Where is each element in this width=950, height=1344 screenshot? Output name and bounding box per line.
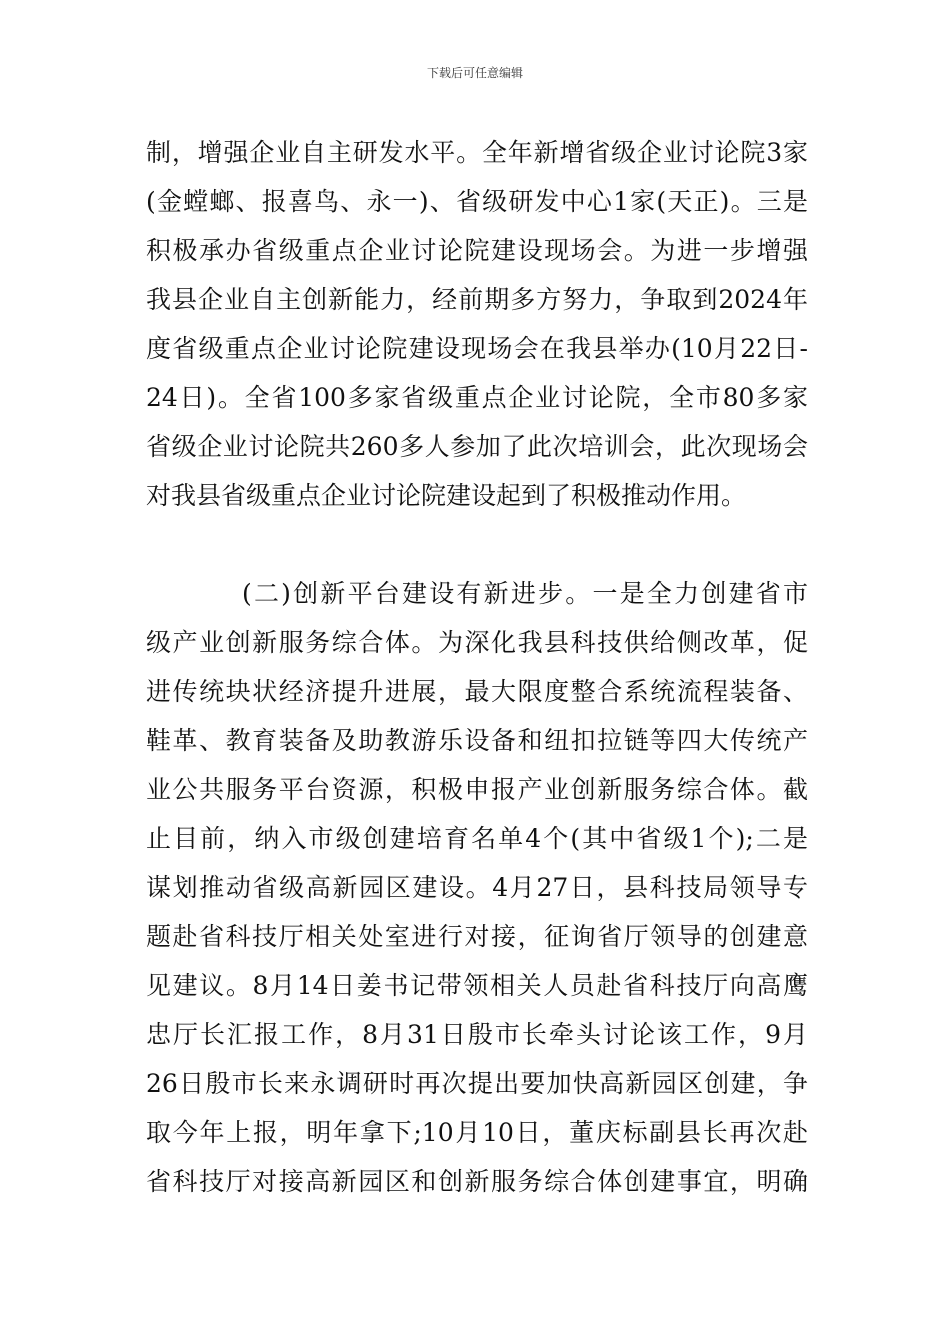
text-line: 度省级重点企业讨论院建设现场会在我县举办(10月22日- [146,334,808,363]
text-line: 26日殷市长来永调研时再次提出要加快高新园区创建，争 [146,1069,808,1098]
text-line: 业公共服务平台资源，积极申报产业创新服务综合体。截 [146,775,808,804]
text-line: 省科技厅对接高新园区和创新服务综合体创建事宜，明确 [146,1167,808,1196]
text-line: 积极承办省级重点企业讨论院建设现场会。为进一步增强 [146,236,808,265]
paragraph-gap [146,520,808,569]
section-heading-line: (二)创新平台建设有新进步。一是全力创建省市 [242,579,808,608]
text-line: 级产业创新服务综合体。为深化我县科技供给侧改革，促 [146,628,808,657]
text-line: 制，增强企业自主研发水平。全年新增省级企业讨论院3家 [146,138,808,167]
text-line: 止目前，纳入市级创建培育名单4个(其中省级1个);二是 [146,824,808,853]
text-line: 24日)。全省100多家省级重点企业讨论院，全市80多家 [146,383,808,412]
text-line: 谋划推动省级高新园区建设。4月27日，县科技局领导专 [146,873,808,902]
text-line: 忠厅长汇报工作，8月31日殷市长牵头讨论该工作，9月 [146,1020,808,1049]
document-body [146,128,808,1206]
text-line: 进传统块状经济提升进展，最大限度整合系统流程装备、 [146,677,808,706]
text-line: 我县企业自主创新能力，经前期多方努力，争取到2024年 [146,285,808,314]
text-line: (金螳螂、报喜鸟、永一)、省级研发中心1家(天正)。三是 [146,187,808,216]
text-line: 鞋革、教育装备及助教游乐设备和纽扣拉链等四大传统产 [146,726,808,755]
text-line: 取今年上报，明年拿下;10月10日，董庆标副县长再次赴 [146,1118,808,1147]
text-line: 省级企业讨论院共260多人参加了此次培训会，此次现场会 [146,432,808,461]
text-line: 题赴省科技厅相关处室进行对接，征询省厅领导的创建意 [146,922,808,951]
text-line: 对我县省级重点企业讨论院建设起到了积极推动作用。 [146,481,747,510]
text-line: 见建议。8月14日姜书记带领相关人员赴省科技厅向高鹰 [146,971,808,1000]
page-header: 下载后可任意编辑 [426,66,523,80]
